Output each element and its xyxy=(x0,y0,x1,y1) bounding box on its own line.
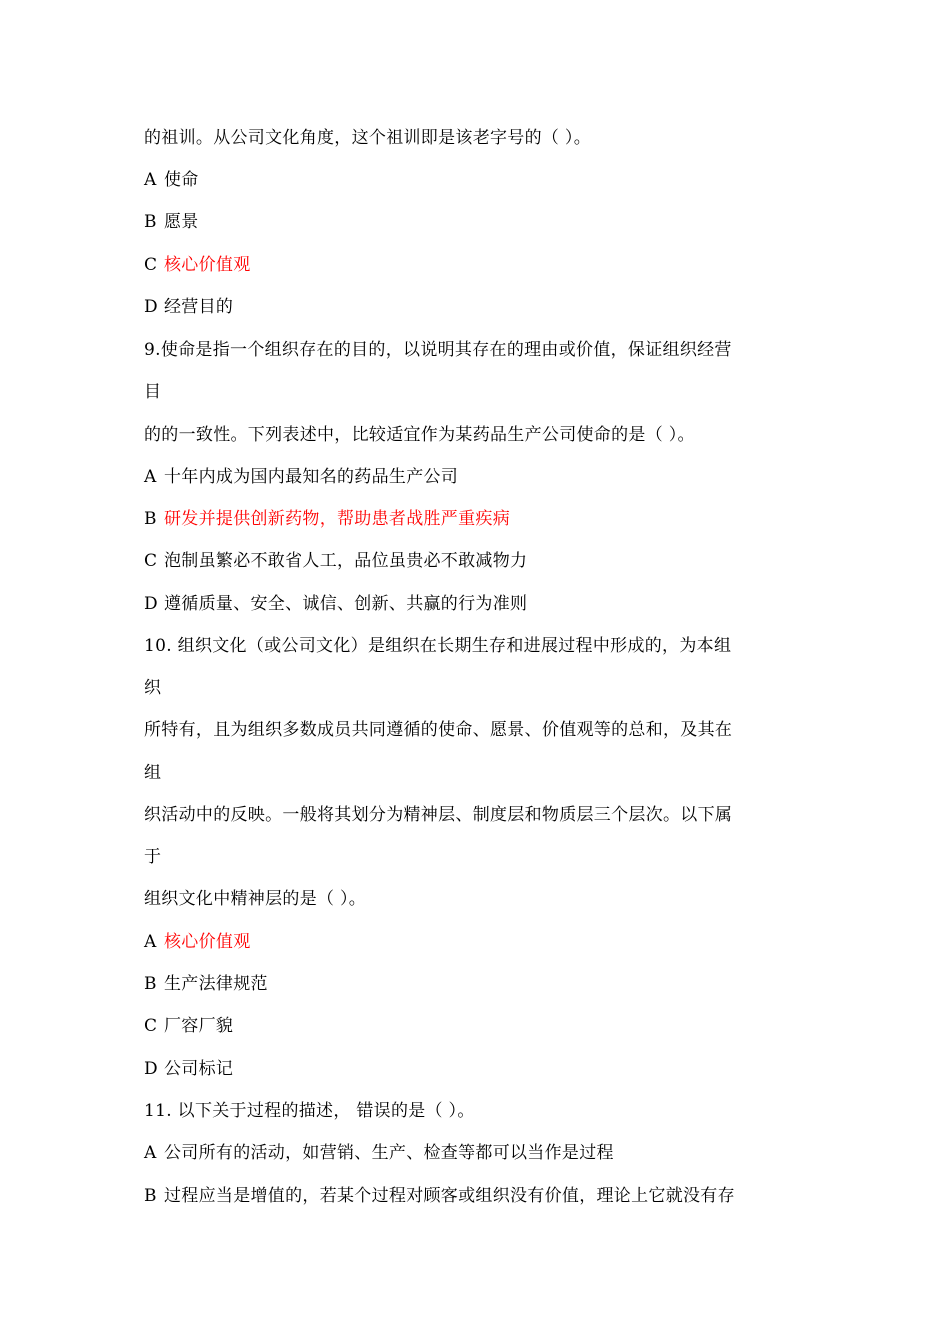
option-text: 遵循质量、安全、诚信、创新、共赢的行为准则 xyxy=(164,594,528,614)
option-text: 厂容厂貌 xyxy=(164,1016,234,1036)
option-line-answer xyxy=(144,508,510,530)
option-line xyxy=(144,593,527,615)
option-line xyxy=(144,1142,614,1164)
question-line: 组织文化中精神层的是（ ）。 xyxy=(144,889,367,909)
option-text: 研发并提供创新药物，帮助患者战胜严重疾病 xyxy=(164,509,510,529)
option-line xyxy=(144,169,199,191)
option-text: 公司标记 xyxy=(164,1059,234,1079)
option-letter: A xyxy=(144,932,157,952)
option-letter: C xyxy=(144,1016,158,1036)
option-text: 核心价值观 xyxy=(164,255,251,275)
question-line: 目 xyxy=(144,382,162,402)
option-line xyxy=(144,296,233,318)
option-text: 泡制虽繁必不敢省人工，品位虽贵必不敢减物力 xyxy=(164,551,528,571)
option-letter: B xyxy=(144,974,157,994)
option-line xyxy=(144,973,268,995)
option-text: 公司所有的活动，如营销、生产、检查等都可以当作是过程 xyxy=(164,1143,614,1163)
option-line xyxy=(144,1015,233,1037)
option-line xyxy=(144,211,199,233)
option-line xyxy=(144,550,527,572)
question-line: 于 xyxy=(144,847,162,867)
question-line: 所特有，且为组织多数成员共同遵循的使命、愿景、价值观等的总和，及其在 xyxy=(144,720,733,740)
option-line xyxy=(144,466,458,488)
option-letter: A xyxy=(144,467,157,487)
option-letter: C xyxy=(144,551,158,571)
question-line: 织活动中的反映。一般将其划分为精神层、制度层和物质层三个层次。以下属 xyxy=(144,805,733,825)
option-line xyxy=(144,1058,233,1080)
option-text: 核心价值观 xyxy=(164,932,251,952)
option-text: 十年内成为国内最知名的药品生产公司 xyxy=(164,467,459,487)
question-line: 10. 组织文化（或公司文化）是组织在长期生存和进展过程中形成的，为本组 xyxy=(144,636,732,656)
option-letter: B xyxy=(144,1186,157,1206)
option-letter: C xyxy=(144,255,158,275)
option-letter: D xyxy=(144,297,158,317)
question-line: 组 xyxy=(144,763,162,783)
option-text: 生产法律规范 xyxy=(164,974,268,994)
option-letter: A xyxy=(144,1143,157,1163)
question-line: 11. 以下关于过程的描述， 错误的是（ ）。 xyxy=(144,1101,475,1121)
option-text: 经营目的 xyxy=(164,297,234,317)
option-text: 愿景 xyxy=(164,212,199,232)
option-line xyxy=(144,1185,735,1207)
option-text: 使命 xyxy=(164,170,199,190)
option-line-answer xyxy=(144,931,251,953)
question-line: 的的一致性。下列表述中，比较适宜作为某药品生产公司使命的是（ ）。 xyxy=(144,425,695,445)
option-letter: B xyxy=(144,212,157,232)
question-line: 织 xyxy=(144,678,162,698)
option-letter: D xyxy=(144,1059,158,1079)
option-line-answer xyxy=(144,254,251,276)
option-letter: B xyxy=(144,509,157,529)
option-letter: D xyxy=(144,594,158,614)
text-line: 的祖训。从公司文化角度，这个祖训即是该老字号的（ ）。 xyxy=(144,128,592,148)
question-line: 9.使命是指一个组织存在的目的，以说明其存在的理由或价值，保证组织经营 xyxy=(144,340,732,360)
option-text: 过程应当是增值的，若某个过程对顾客或组织没有价值，理论上它就没有存 xyxy=(164,1186,735,1206)
option-letter: A xyxy=(144,170,157,190)
